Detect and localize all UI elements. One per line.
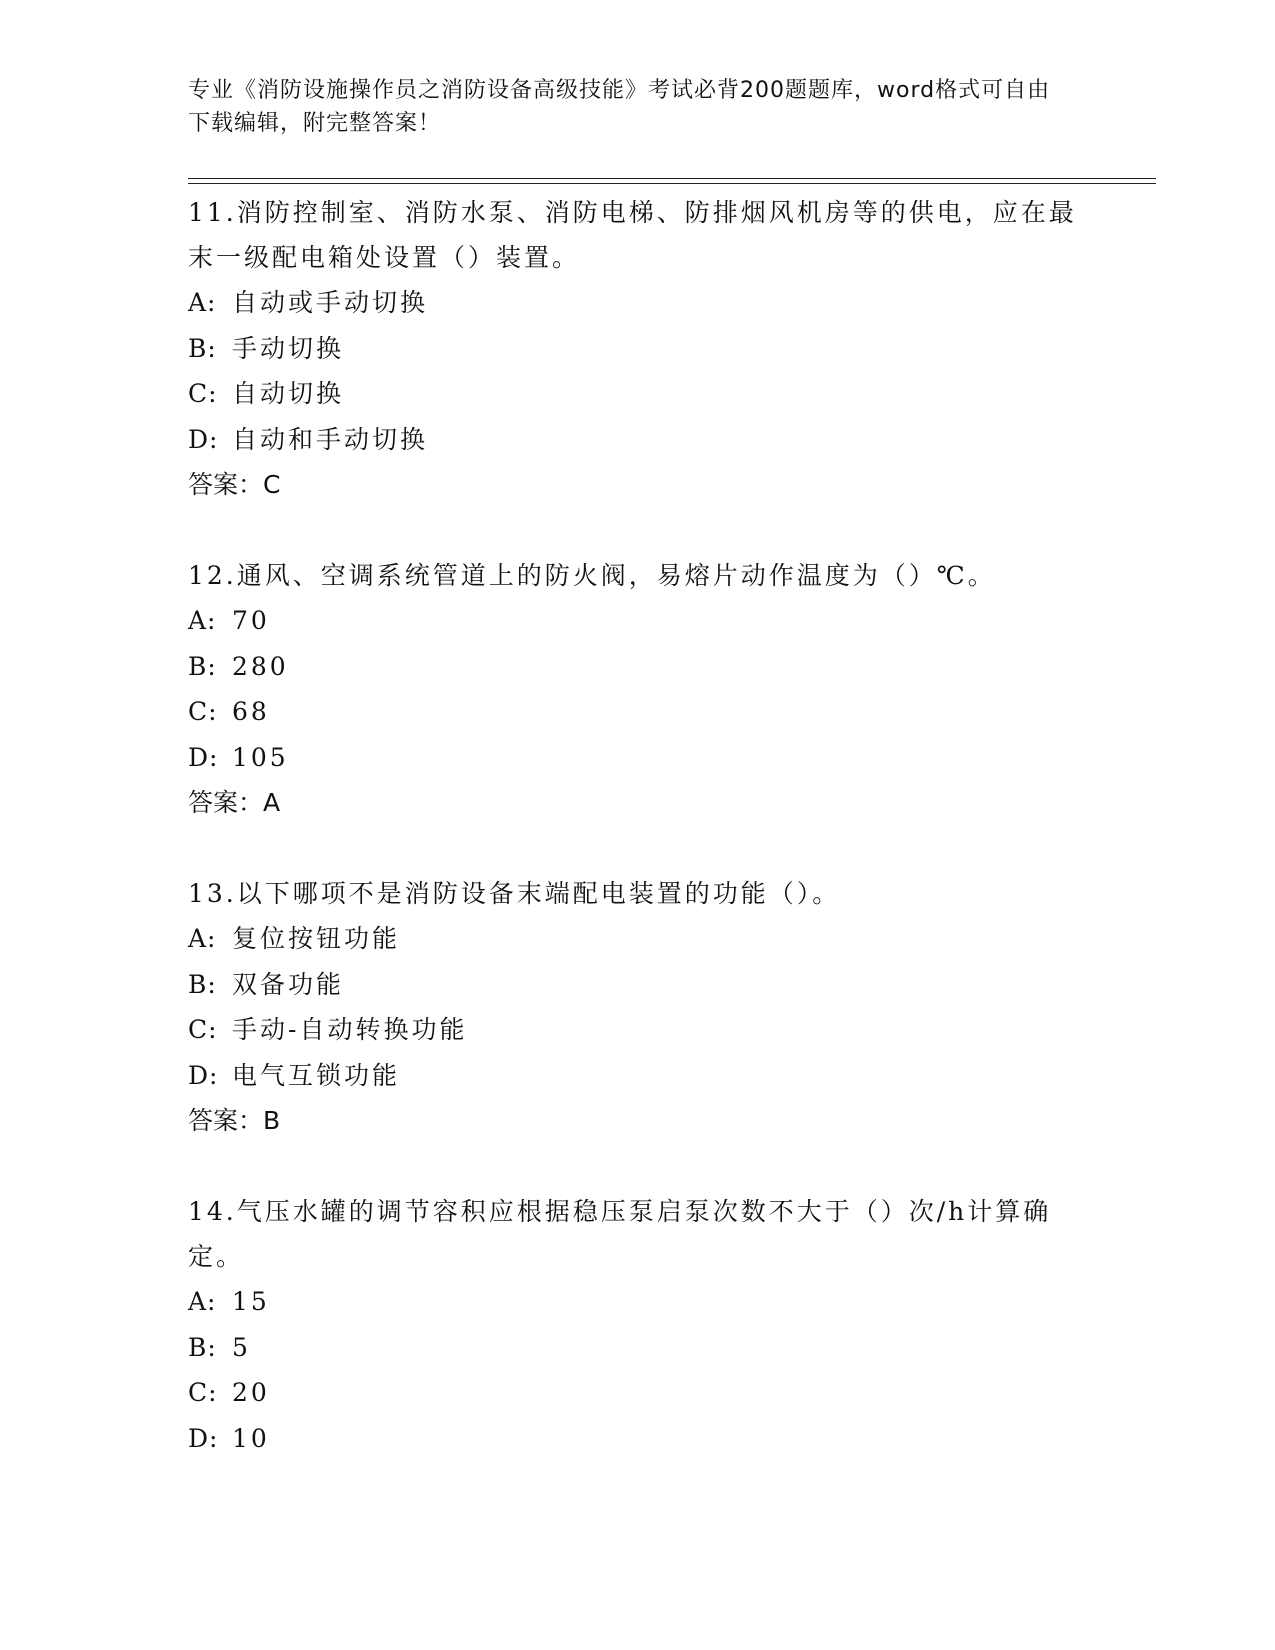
option-d [188, 735, 1088, 781]
option-b [188, 644, 1088, 690]
option-c [188, 1370, 1088, 1416]
option-letter: A: [188, 288, 217, 317]
option-text: 68 [232, 697, 270, 726]
option-a [188, 280, 1088, 326]
option-text: 电气互锁功能 [232, 1060, 401, 1090]
option-letter: B: [188, 1332, 217, 1362]
header-divider-top [188, 178, 1156, 179]
option-letter: D: [188, 424, 219, 454]
option-text: 双备功能 [232, 969, 345, 999]
option-text: 自动和手动切换 [232, 424, 429, 454]
option-text: 手动-自动转换功能 [232, 1015, 468, 1044]
question-stem: 12.通风、空调系统管道上的防火阀，易熔片动作温度为（）℃。 [188, 561, 996, 590]
option-letter: B: [188, 969, 217, 999]
option-c [188, 1007, 1088, 1053]
question-14 [188, 1189, 1088, 1461]
option-letter: A: [188, 924, 217, 953]
answer-line: 答案：A [188, 788, 281, 817]
option-letter: C: [188, 1015, 218, 1044]
option-c [188, 371, 1088, 417]
option-text: 自动或手动切换 [232, 288, 429, 317]
option-text: 手动切换 [232, 333, 345, 363]
option-letter: B: [188, 333, 217, 363]
answer-line: 答案：B [188, 1106, 281, 1135]
question-13 [188, 871, 1088, 1143]
option-letter: C: [188, 1378, 218, 1407]
option-text: 15 [232, 1287, 270, 1316]
question-12 [188, 553, 1088, 825]
option-d [188, 417, 1088, 463]
option-letter: A: [188, 1287, 217, 1316]
question-list [188, 190, 1088, 1461]
option-letter: C: [188, 379, 218, 408]
option-text: 70 [232, 606, 270, 635]
option-a [188, 916, 1088, 962]
option-letter: B: [188, 651, 217, 681]
option-a [188, 598, 1088, 644]
option-text: 280 [232, 651, 289, 681]
option-text: 自动切换 [232, 379, 345, 408]
option-letter: A: [188, 606, 217, 635]
option-text: 105 [232, 742, 289, 772]
option-text: 20 [232, 1378, 270, 1407]
question-stem: 14.气压水罐的调节容积应根据稳压泵启泵次数不大于（）次/h计算确定。 [188, 1197, 1052, 1271]
option-text: 复位按钮功能 [232, 924, 401, 953]
option-c [188, 689, 1088, 735]
question-stem: 13.以下哪项不是消防设备末端配电装置的功能（）。 [188, 879, 841, 908]
option-letter: D: [188, 1060, 219, 1090]
option-d [188, 1053, 1088, 1099]
document-header: 专业《消防设施操作员之消防设备高级技能》考试必背200题题库，word格式可自由下载编辑，附完整答案！ [188, 78, 1051, 136]
option-letter: C: [188, 697, 218, 726]
header-divider-bottom [188, 183, 1156, 184]
answer-line: 答案：C [188, 470, 281, 499]
option-d [188, 1416, 1088, 1462]
option-b [188, 962, 1088, 1008]
option-b [188, 326, 1088, 372]
option-a [188, 1279, 1088, 1325]
option-b [188, 1325, 1088, 1371]
option-letter: D: [188, 742, 219, 772]
question-11 [188, 190, 1088, 507]
option-text: 5 [232, 1332, 251, 1362]
option-text: 10 [232, 1423, 270, 1453]
question-stem: 11.消防控制室、消防水泵、消防电梯、防排烟风机房等的供电，应在最末一级配电箱处设置（）装置。 [188, 198, 1077, 272]
option-letter: D: [188, 1423, 219, 1453]
